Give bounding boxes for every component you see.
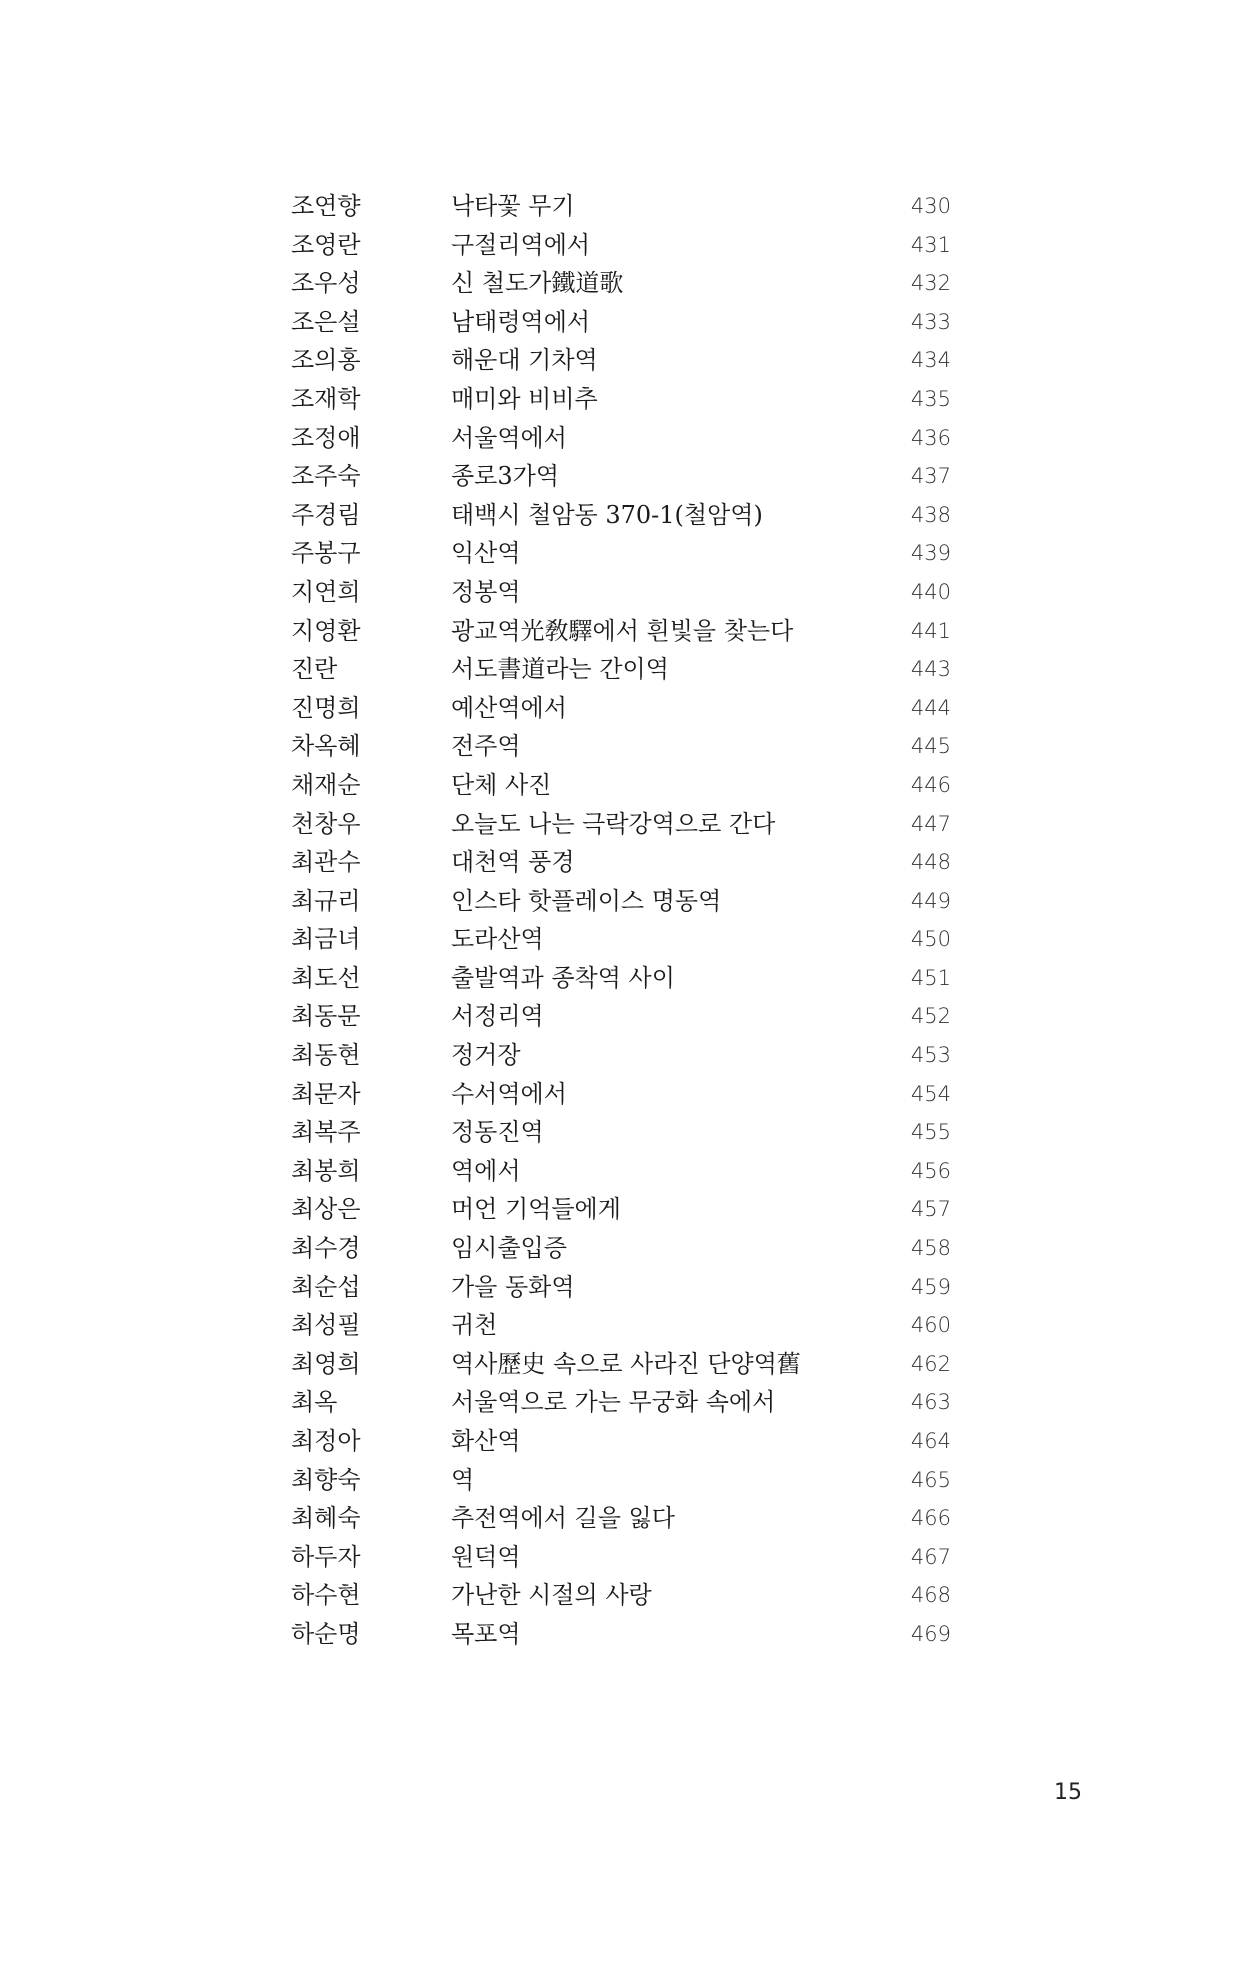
- toc-page: 450: [910, 927, 951, 952]
- toc-entry: [291, 1615, 951, 1654]
- toc-page: 432: [910, 271, 951, 296]
- page-number: 15: [1054, 1780, 1082, 1805]
- toc-author: 최수경: [291, 1234, 361, 1263]
- toc-entry: [291, 1113, 951, 1152]
- toc-page: 431: [910, 232, 951, 257]
- toc-page: 464: [910, 1429, 951, 1453]
- toc-page: 466: [910, 1506, 951, 1531]
- toc-title: 신 철도가鐵道歌: [451, 269, 624, 298]
- toc-entry: [291, 882, 951, 921]
- toc-page: 460: [910, 1313, 951, 1338]
- toc-title: 남태령역에서: [451, 307, 591, 336]
- toc-page: 430: [910, 194, 951, 218]
- toc-author: 최혜숙: [291, 1504, 361, 1533]
- toc-title: 화산역: [451, 1427, 521, 1455]
- toc-author: 조연향: [291, 192, 361, 220]
- toc-page: 469: [910, 1621, 951, 1646]
- toc-page: 437: [910, 464, 951, 489]
- toc-entry: [291, 997, 951, 1036]
- toc-entry: [291, 1422, 951, 1461]
- toc-title: 예산역에서: [451, 693, 567, 722]
- toc-entry: [291, 264, 951, 303]
- toc-page: 468: [910, 1583, 951, 1608]
- toc-title: 추전역에서 길을 잃다: [451, 1504, 675, 1533]
- toc-title: 수서역에서: [451, 1079, 567, 1108]
- toc-title: 전주역: [451, 732, 521, 761]
- toc-title: 귀천: [451, 1311, 498, 1340]
- toc-entry: [291, 1152, 951, 1191]
- toc-entry: [291, 380, 951, 419]
- toc-entry: [291, 959, 951, 998]
- toc-title: 대천역 풍경: [451, 848, 575, 877]
- toc-author: 최성필: [291, 1311, 361, 1340]
- toc-author: 최순섭: [291, 1272, 361, 1301]
- toc-page: 435: [910, 386, 951, 411]
- toc-author: 최도선: [291, 963, 361, 992]
- toc-page: 465: [910, 1467, 951, 1492]
- toc-author: 최규리: [291, 886, 361, 915]
- toc-page: 449: [910, 888, 951, 913]
- toc-page: 436: [910, 425, 951, 450]
- toc-author: 최문자: [291, 1079, 361, 1108]
- toc-author: 지영환: [291, 616, 361, 645]
- toc-entry: [291, 226, 951, 265]
- toc-page: 467: [910, 1544, 951, 1569]
- toc-entry: [291, 920, 951, 959]
- toc-title: 서정리역: [451, 1002, 544, 1031]
- toc-entry: [291, 650, 951, 689]
- table-of-contents: [291, 187, 951, 1654]
- toc-author: 최동현: [291, 1041, 361, 1070]
- toc-page: 439: [910, 541, 951, 566]
- toc-title: 오늘도 나는 극락강역으로 간다: [451, 809, 776, 838]
- toc-page: 448: [910, 850, 951, 875]
- toc-author: 최옥: [291, 1388, 338, 1417]
- toc-title: 목포역: [451, 1619, 521, 1648]
- toc-page: 446: [910, 772, 951, 797]
- toc-author: 최복주: [291, 1118, 361, 1147]
- toc-entry: [291, 1036, 951, 1075]
- toc-title: 머언 기억들에게: [451, 1195, 621, 1224]
- toc-entry: [291, 1345, 951, 1384]
- toc-entry: [291, 612, 951, 651]
- toc-page: 444: [910, 695, 951, 720]
- toc-title: 출발역과 종착역 사이: [451, 963, 675, 992]
- toc-author: 하수현: [291, 1581, 361, 1610]
- toc-title: 정봉역: [451, 577, 521, 606]
- toc-author: 주봉구: [291, 539, 361, 568]
- toc-author: 조재학: [291, 384, 361, 413]
- toc-author: 조정애: [291, 423, 361, 452]
- toc-title: 역사歷史 속으로 사라진 단양역舊: [451, 1349, 801, 1378]
- toc-author: 조우성: [291, 269, 361, 298]
- toc-author: 최금녀: [291, 925, 361, 954]
- toc-entry: [291, 1576, 951, 1615]
- toc-author: 최향숙: [291, 1465, 361, 1494]
- toc-title: 서울역으로 가는 무궁화 속에서: [451, 1388, 776, 1417]
- toc-entry: [291, 534, 951, 573]
- toc-title: 역에서: [451, 1156, 521, 1185]
- toc-title: 구절리역에서: [451, 230, 591, 259]
- toc-title: 정동진역: [451, 1118, 544, 1147]
- toc-entry: [291, 1229, 951, 1268]
- toc-entry: [291, 303, 951, 342]
- toc-title: 단체 사진: [451, 770, 552, 799]
- toc-title: 서울역에서: [451, 423, 567, 452]
- toc-title: 정거장: [451, 1041, 521, 1070]
- toc-page: 457: [910, 1197, 951, 1222]
- toc-page: 441: [910, 618, 951, 643]
- toc-title: 익산역: [451, 539, 521, 568]
- toc-page: 445: [910, 734, 951, 759]
- toc-author: 차옥혜: [291, 732, 361, 761]
- toc-title: 매미와 비비추: [451, 384, 598, 413]
- toc-page: 447: [910, 811, 951, 836]
- toc-author: 조의홍: [291, 346, 361, 375]
- toc-page: 434: [910, 348, 951, 373]
- toc-title: 서도書道라는 간이역: [451, 655, 669, 684]
- toc-title: 낙타꽃 무기: [451, 192, 575, 220]
- toc-page: 459: [910, 1274, 951, 1299]
- toc-title: 가을 동화역: [451, 1272, 575, 1301]
- toc-author: 지연희: [291, 577, 361, 606]
- toc-author: 천창우: [291, 809, 361, 838]
- toc-entry: [291, 1383, 951, 1422]
- toc-entry: [291, 766, 951, 805]
- toc-page: 451: [910, 965, 951, 990]
- toc-author: 조은설: [291, 307, 361, 336]
- toc-entry: [291, 187, 951, 226]
- toc-page: 463: [910, 1390, 951, 1415]
- toc-author: 최영희: [291, 1349, 361, 1378]
- toc-page: 454: [910, 1081, 951, 1106]
- toc-page: 443: [910, 657, 951, 682]
- toc-entry: [291, 419, 951, 458]
- toc-entry: [291, 1306, 951, 1345]
- toc-page: 462: [910, 1351, 951, 1376]
- toc-entry: [291, 727, 951, 766]
- toc-entry: [291, 1538, 951, 1577]
- toc-entry: [291, 341, 951, 380]
- toc-page: 453: [910, 1043, 951, 1068]
- toc-page: 433: [910, 309, 951, 334]
- toc-author: 채재순: [291, 770, 361, 799]
- toc-title: 임시출입증: [451, 1234, 567, 1263]
- toc-entry: [291, 457, 951, 496]
- toc-author: 최관수: [291, 848, 361, 877]
- toc-title: 도라산역: [451, 925, 544, 954]
- toc-entry: [291, 805, 951, 844]
- toc-author: 조주숙: [291, 462, 361, 491]
- toc-entry: [291, 1075, 951, 1114]
- toc-page: 438: [910, 502, 951, 527]
- toc-author: 최정아: [291, 1427, 361, 1455]
- toc-page: 455: [910, 1120, 951, 1145]
- toc-title: 원덕역: [451, 1542, 521, 1571]
- toc-author: 주경림: [291, 500, 361, 529]
- toc-page: 440: [910, 579, 951, 604]
- toc-page: 458: [910, 1236, 951, 1261]
- toc-author: 최동문: [291, 1002, 361, 1031]
- toc-entry: [291, 1268, 951, 1307]
- toc-entry: [291, 843, 951, 882]
- toc-page: 456: [910, 1158, 951, 1183]
- toc-author: 하순명: [291, 1619, 361, 1648]
- toc-author: 조영란: [291, 230, 361, 259]
- toc-title: 가난한 시절의 사랑: [451, 1581, 652, 1610]
- toc-entry: [291, 1190, 951, 1229]
- toc-title: 역: [451, 1465, 475, 1494]
- toc-title: 해운대 기차역: [451, 346, 598, 375]
- toc-author: 진란: [291, 655, 338, 684]
- toc-title: 인스타 핫플레이스 명동역: [451, 886, 722, 915]
- toc-entry: [291, 496, 951, 535]
- toc-author: 하두자: [291, 1542, 361, 1571]
- toc-title: 종로3가역: [451, 462, 560, 491]
- toc-author: 최봉희: [291, 1156, 361, 1185]
- toc-entry: [291, 689, 951, 728]
- toc-entry: [291, 573, 951, 612]
- toc-page: 452: [910, 1004, 951, 1029]
- toc-title: 태백시 철암동 370-1(철암역): [451, 500, 763, 529]
- toc-entry: [291, 1461, 951, 1500]
- toc-entry: [291, 1499, 951, 1538]
- toc-author: 진명희: [291, 693, 361, 722]
- toc-title: 광교역光敎驛에서 흰빛을 찾는다: [451, 616, 794, 645]
- toc-author: 최상은: [291, 1195, 361, 1224]
